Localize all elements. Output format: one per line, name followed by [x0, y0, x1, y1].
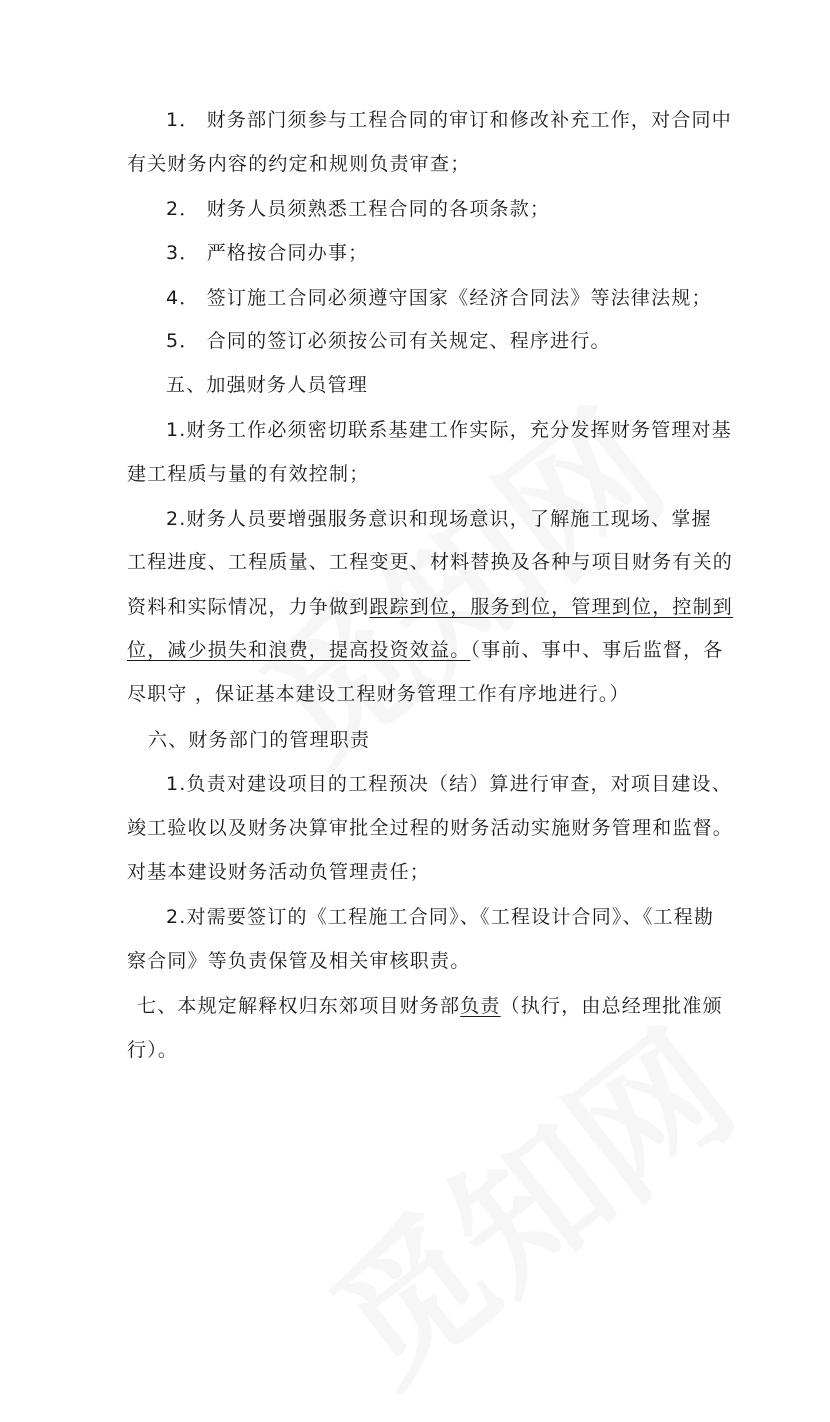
- clause-4: 4． 签订施工合同必须遵守国家《经济合同法》等法律法规；: [166, 287, 712, 309]
- section-6-heading: 六、财务部门的管理职责: [148, 729, 371, 751]
- clause-2: 2． 财务人员须熟悉工程合同的各项条款；: [166, 198, 551, 220]
- section-5-p2-line-5: 尽职守 ，保证基本建设工程财务管理工作有序地进行。）: [127, 683, 630, 705]
- section-6-p1-line-1: 1.负责对建设项目的工程预决（结）算进行审查，对项目建设、: [166, 773, 732, 795]
- section-5-p2-line-1: 2.财务人员要增强服务意识和现场意识，了解施工现场、掌握: [166, 508, 712, 530]
- section-7-line-2: 行）。: [127, 1039, 179, 1061]
- section-5-p1-line-1: 1.财务工作必须密切联系基建工作实际，充分发挥财务管理对基: [166, 419, 732, 441]
- section-6-p1-line-2: 竣工验收以及财务决算审批全过程的财务活动实施财务管理和监督。: [127, 817, 734, 839]
- underlined-text: 位，减少损失和浪费，提高投资效益。: [127, 639, 471, 661]
- section-6-p1-line-3: 对基本建设财务活动负管理责任；: [127, 861, 431, 883]
- section-5-p2-line-2: 工程进度、工程质量、工程变更、材料替换及各种与项目财务有关的: [127, 551, 734, 573]
- section-5-heading: 五、加强财务人员管理: [166, 374, 369, 396]
- section-5-p2-line-4: 位，减少损失和浪费，提高投资效益。（事前、事中、事后监督，各: [127, 639, 724, 661]
- underlined-text: 负责: [460, 995, 501, 1017]
- clause-5: 5． 合同的签订必须按公司有关规定、程序进行。: [166, 330, 611, 352]
- section-7-line-1: 七、本规定解释权归东郊项目财务部负责（执行，由总经理批准颁: [137, 995, 723, 1017]
- clause-1-line-1: 1． 财务部门须参与工程合同的审订和修改补充工作，对合同中: [166, 109, 732, 131]
- underlined-text: 跟踪到位，服务到位，管理到位，控制到: [369, 596, 734, 618]
- section-6-p2-line-2: 察合同》等负责保管及相关审核职责。: [127, 950, 471, 972]
- section-5-p2-line-3: 资料和实际情况，力争做到跟踪到位，服务到位，管理到位，控制到: [127, 596, 734, 618]
- clause-1-line-2: 有关财务内容的约定和规则负责审查；: [127, 153, 471, 175]
- section-5-p1-line-2: 建工程质与量的有效控制；: [127, 463, 370, 485]
- clause-3: 3． 严格按合同办事；: [166, 242, 369, 264]
- section-6-p2-line-1: 2.对需要签订的《工程施工合同》、《工程设计合同》、《工程勘: [166, 906, 715, 928]
